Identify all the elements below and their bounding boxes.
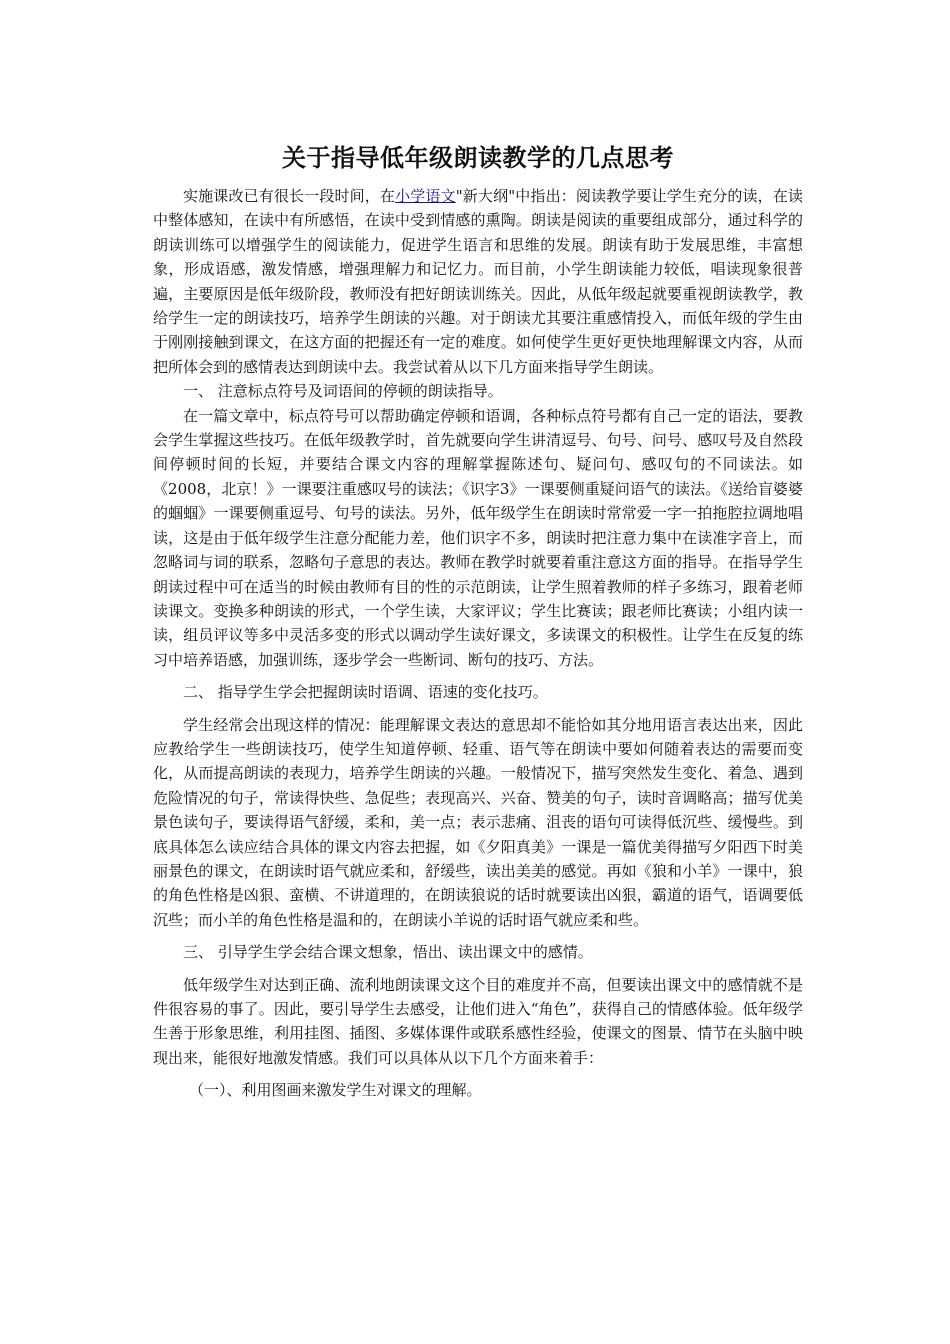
document-body <box>153 140 803 1103</box>
intro-text-rest: "新大纲"中指出：阅读教学要让学生充分的读，在读中整体感知，在读中有所感悟，在读中受到情感的熏陶。朗读是阅读的重要组成部分，通过科学的朗读训练可以增强学生的阅读能力，促进学生语言和思维的发展。朗读有助于发展思维，丰富想象，形成语感，激发情感，增强理解力和记忆力。而目前，小学生朗读能力较低，唱读现象很普遍，主要原因是低年级阶段，教师没有把好朗读训练关。因此，从低年级起就要重视朗读教学，教给学生一定的朗读技巧，培养学生朗读的兴趣。对于朗读尤其要注重感情投入，而低年级的学生由于刚刚接触到课文，在这方面的把握还有一定的难度。如何使学生更好更快地理解课文内容，从而把所体会到的感情表达到朗读中去。我尝试着从以下几方面来指导学生朗读。 <box>153 187 803 376</box>
section-1-heading: 一、 注意标点符号及词语间的停顿的朗读指导。 <box>183 382 503 401</box>
document-title: 关于指导低年级朗读教学的几点思考 <box>282 143 674 172</box>
section-3-heading: 三、 引导学生学会结合课文想象，悟出、读出课文中的感情。 <box>183 943 593 962</box>
section-2-heading: 二、 指导学生学会把握朗读时语调、语速的变化技巧。 <box>183 683 548 702</box>
primary-chinese-link[interactable]: 小学语文 <box>395 187 456 205</box>
intro-text-start: 实施课改已有很长一段时间，在 <box>183 187 396 205</box>
section-1-paragraph: 在一篇文章中，标点符号可以帮助确定停顿和语调，各种标点符号都有自己一定的语法，要教会学生掌握这些技巧。在低年级教学时，首先就要向学生讲清逗号、句号、问号、感叹号及自然段间停顿时间的长短，并要结合课文内容的理解掌握陈述句、疑问句、感叹句的不同读法。如《2008，北京！》一课要注重感叹号的读法；《识字3》一课要侧重疑问语气的读法。《送给盲婆婆的蝈蝈》一课要侧重逗号、句号的读法。另外，低年级学生在朗读时常常爱一字一拍拖腔拉调地唱读，这是由于低年级学生注意分配能力差，他们识字不多，朗读时把注意力集中在读准字音上，而忽略词与词的联系，忽略句子意思的表达。教师在教学时就要着重注意这方面的指导。在指导学生朗读过程中可在适当的时候由教师有目的性的示范朗读，让学生照着教师的样子多练习，跟着老师读课文。变换多种朗读的形式，一个学生读，大家评议；学生比赛读；跟老师比赛读；小组内读一读，组员评议等多中灵活多变的形式以调动学生读好课文，多读课文的积极性。让学生在反复的练习中培养语感，加强训练，逐步学会一些断词、断句的技巧、方法。 <box>153 406 803 669</box>
subsection-1-heading: （一）、利用图画来激发学生对课文的理解。 <box>189 1081 482 1100</box>
intro-paragraph <box>153 184 803 379</box>
section-3-paragraph: 低年级学生对达到正确、流利地朗读课文这个目的难度并不高，但要读出课文中的感情就不是件很容易的事了。因此，要引导学生去感受，让他们进入“角色”，获得自己的情感体验。低年级学生善于形象思维，利用挂图、插图、多媒体课件或联系感性经验，使课文的图景、情节在头脑中映现出来，能很好地激发情感。我们可以具体从以下几个方面来着手： <box>153 975 803 1067</box>
section-2-paragraph: 学生经常会出现这样的情况：能理解课文表达的意思却不能恰如其分地用语言表达出来，因此应教给学生一些朗读技巧，使学生知道停顿、轻重、语气等在朗读中要如何随着表达的需要而变化，从而提高朗读的表现力，培养学生朗读的兴趣。一般情况下，描写突然发生变化、着急、遇到危险情况的句子，常读得快些、急促些；表现高兴、兴奋、赞美的句子，读时音调略高；描写优美景色读句子，要读得语气舒缓，柔和，美一点；表示悲痛、沮丧的语句可读得低沉些、缓慢些。到底具体怎么读应结合具体的课文内容去把握，如《夕阳真美》一课是一篇优美得描写夕阳西下时美丽景色的课文，在朗读时语气就应柔和，舒缓些，读出美美的感觉。再如《狼和小羊》一课中，狼的角色性格是凶狠、蛮横、不讲道理的，在朗读狼说的话时就要读出凶狠，霸道的语气，语调要低沉些；而小羊的角色性格是温和的，在朗读小羊说的话时语气就应柔和些。 <box>153 715 803 929</box>
